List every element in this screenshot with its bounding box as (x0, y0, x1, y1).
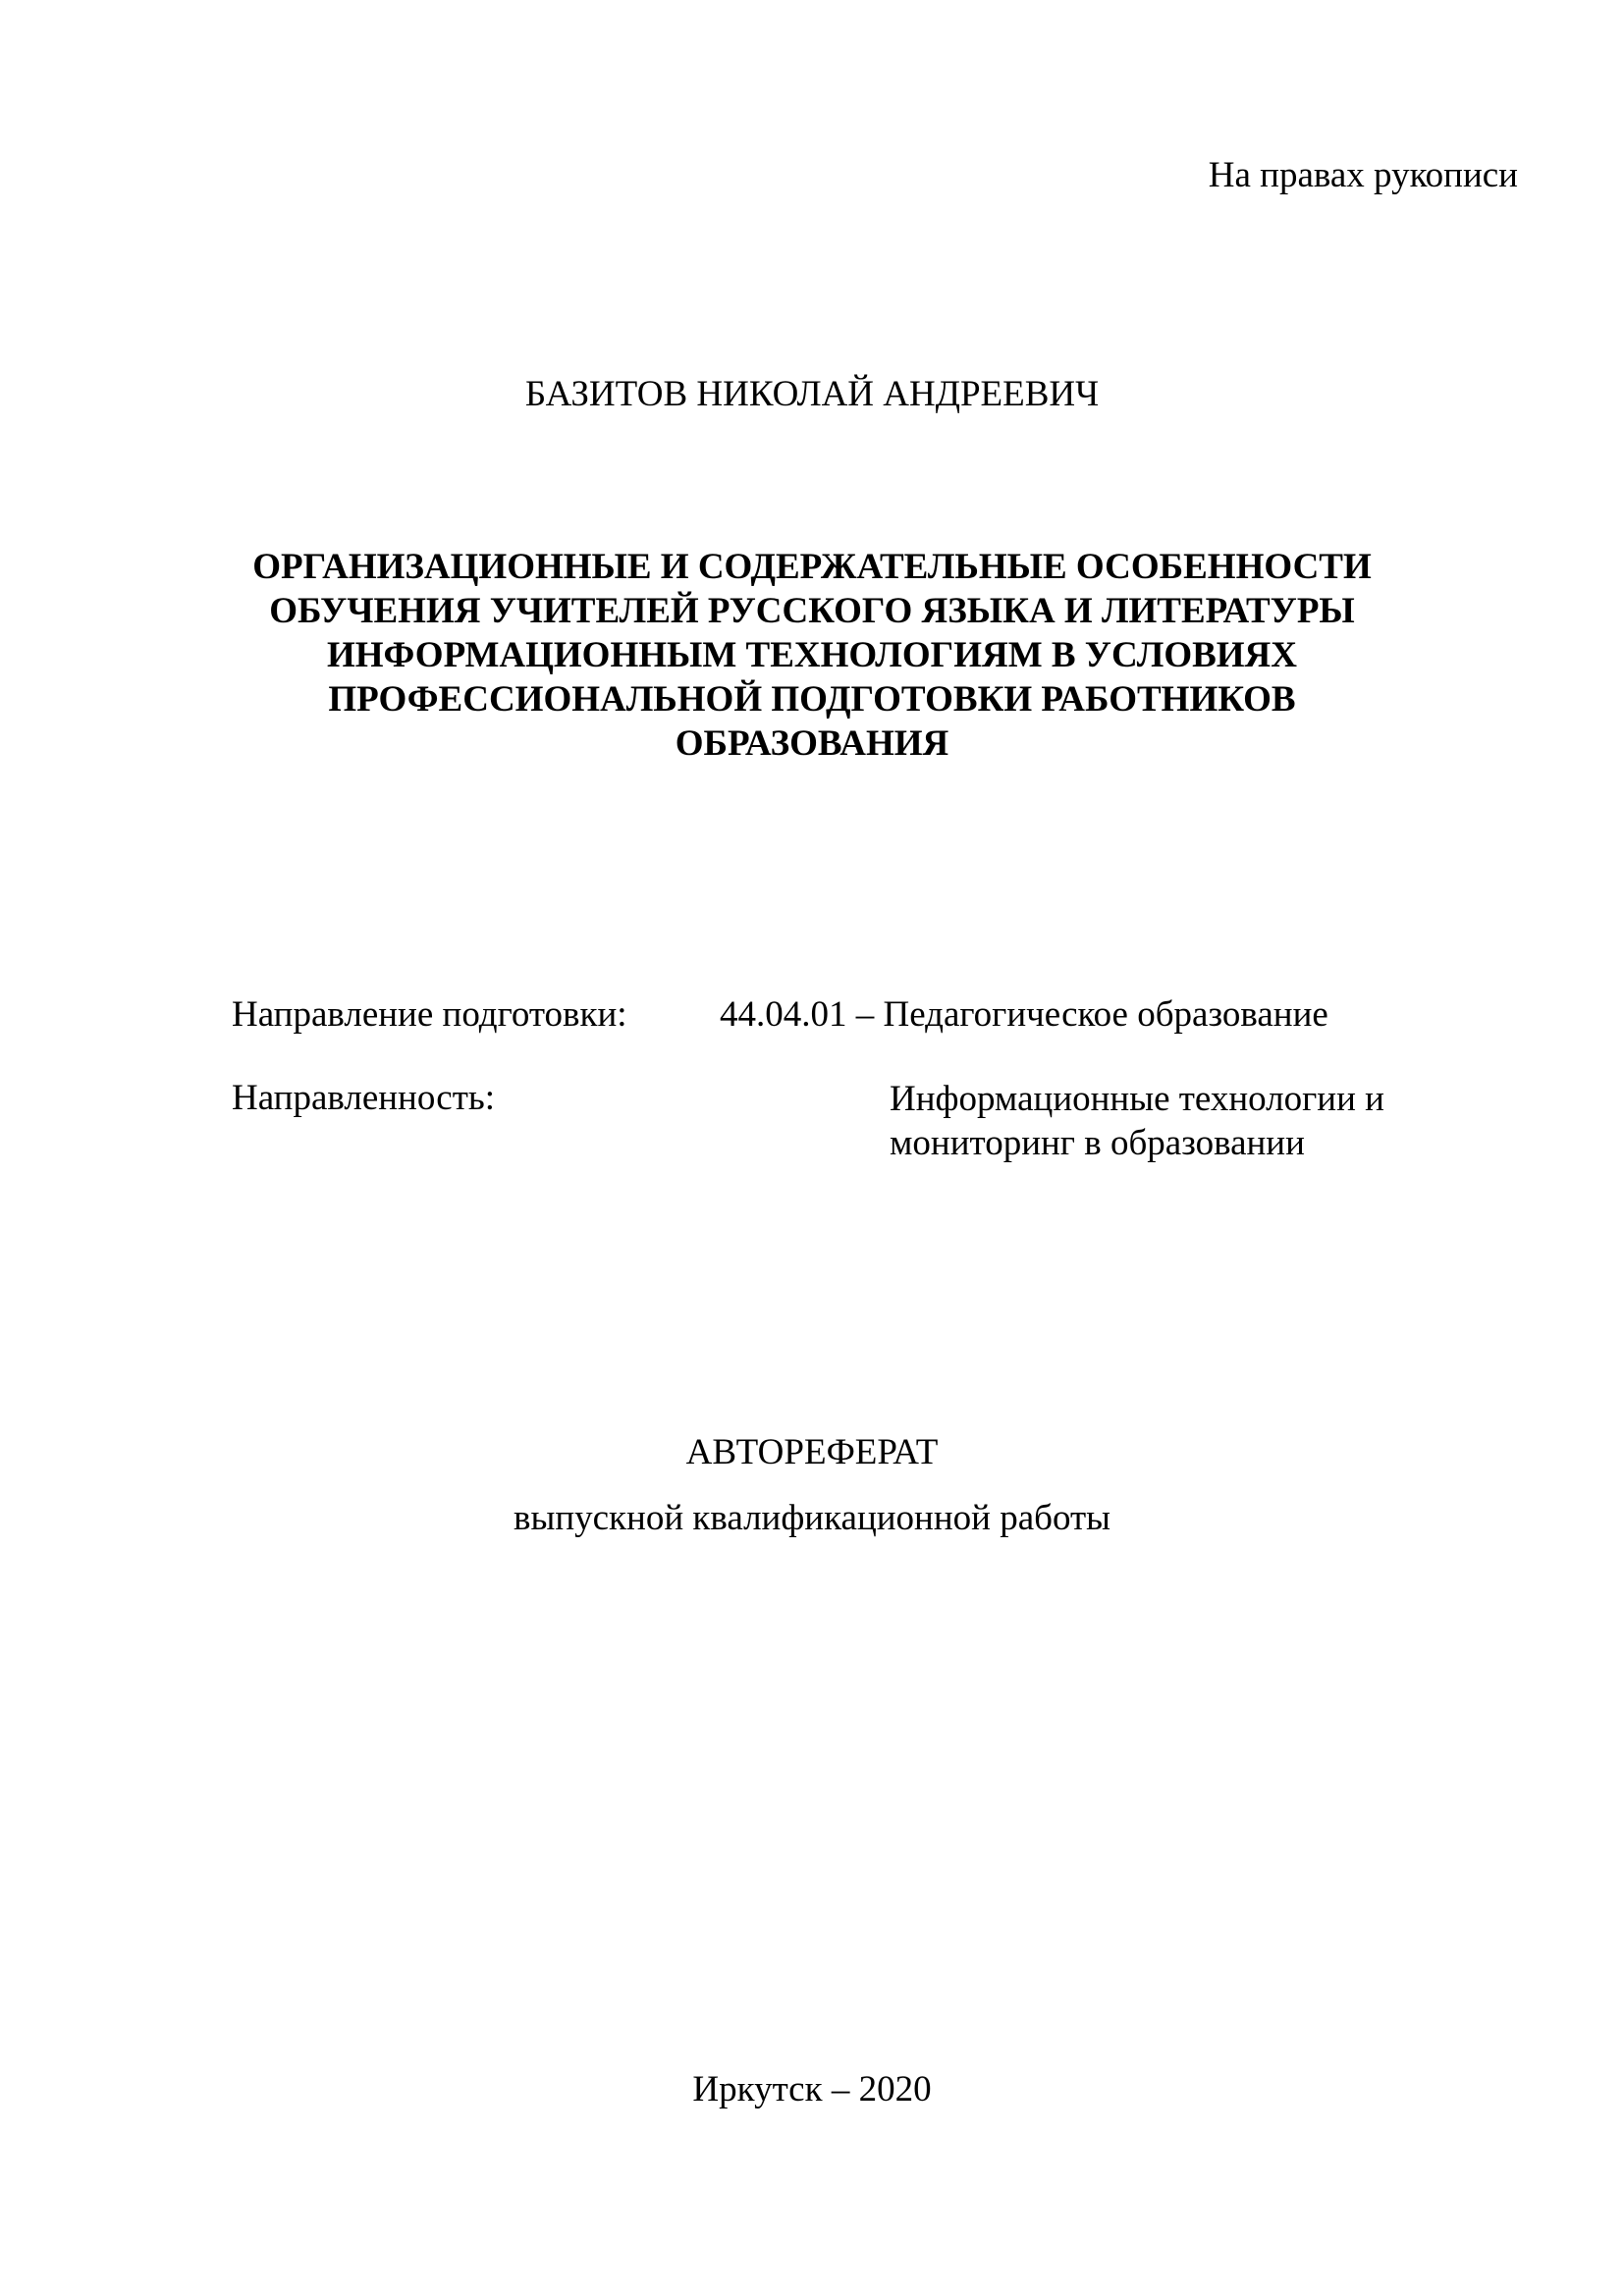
thesis-title-line: ПРОФЕССИОНАЛЬНОЙ ПОДГОТОВКИ РАБОТНИКОВ (328, 679, 1296, 720)
thesis-title-line: ОРГАНИЗАЦИОННЫЕ И СОДЕРЖАТЕЛЬНЫЕ ОСОБЕННОСТИ (252, 547, 1372, 587)
focus-label: Направленность: (232, 1078, 496, 1118)
thesis-title-line: ИНФОРМАЦИОННЫМ ТЕХНОЛОГИЯМ В УСЛОВИЯХ (327, 635, 1297, 675)
manuscript-note: На правах рукописи (1208, 155, 1518, 195)
city-year: Иркутск – 2020 (692, 2069, 932, 2109)
focus-value-line: мониторинг в образовании (890, 1123, 1305, 1163)
focus-value-line: Информационные технологии и (890, 1079, 1384, 1119)
focus-value (890, 1077, 1384, 1165)
direction-label: Направление подготовки: (232, 994, 627, 1035)
author-name: БАЗИТОВ НИКОЛАЙ АНДРЕЕВИЧ (524, 374, 1100, 414)
document-subtype: выпускной квалификационной работы (513, 1498, 1110, 1538)
thesis-title-line: ОБУЧЕНИЯ УЧИТЕЛЕЙ РУССКОГО ЯЗЫКА И ЛИТЕРАТУРЫ (269, 591, 1355, 631)
thesis-title-line: ОБРАЗОВАНИЯ (675, 723, 949, 764)
thesis-title (196, 545, 1428, 766)
document-type: АВТОРЕФЕРАТ (685, 1432, 939, 1472)
direction-value: 44.04.01 – Педагогическое образование (720, 994, 1328, 1035)
